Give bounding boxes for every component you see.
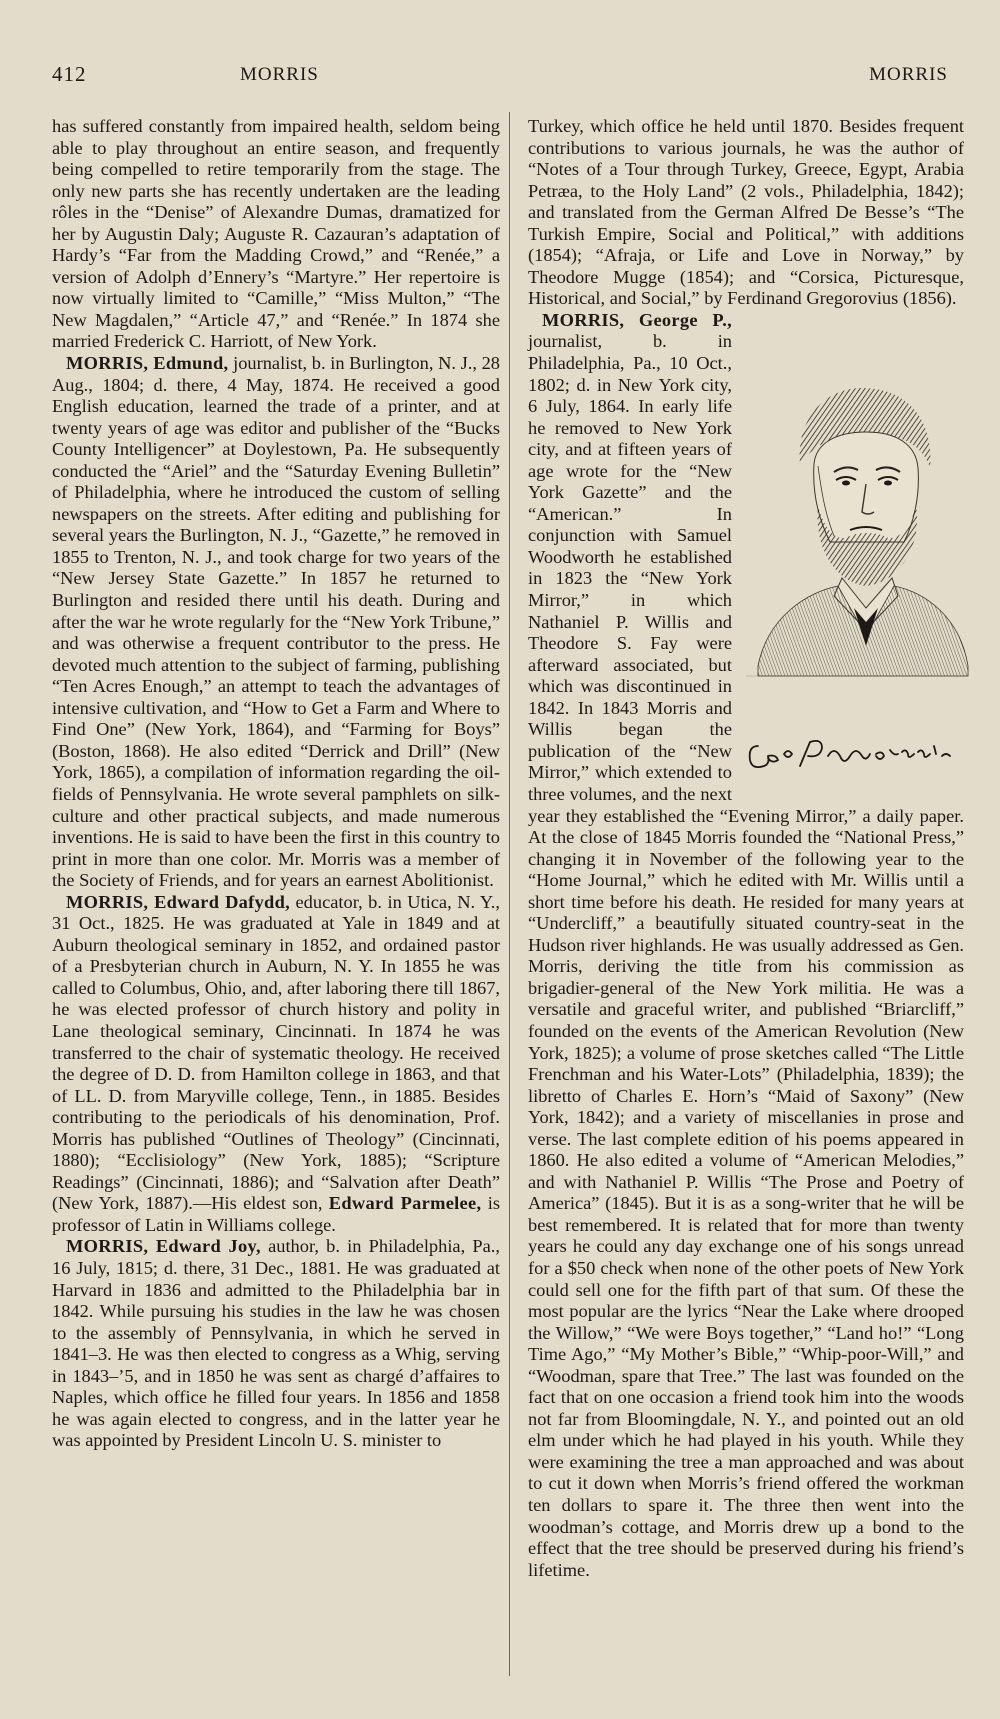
entry-heading: MORRIS, Edward Dafydd, — [66, 891, 291, 912]
entry-text: journalist, b. in Burlington, N. J., 28 Aug., 1804; d. there, 4 May, 1874. He received a good English education, learned the trade of a printer, and at twenty years of age was editor and publisher of the “Bucks County Intelligencer” at Doylestown, Pa. He subsequently conducted the “Ariel” and the “Saturday Evening Bulletin” of Philadelphia, where he introduced the custom of selling newspapers on the streets. After editing and publishing for several years the Burlington, N. J., “Gazette,” he removed in 1855 to Trenton, N. J., and took charge for two years of the “New Jersey State Gazette.” In 1857 he returned to Burlington and resided there until his death. During and after the war he wrote regularly for the “New York Tribune,” and was otherwise a frequent contributor to the press. He devoted much attention to the subject of farming, publishing “Ten Acres Enough,” an attempt to teach the advantages of intensive cultivation, and “How to Get a Farm and Where to Find One” (New York, 1864), and “Farming for Boys” (Boston, 1868). He also edited “Derrick and Drill” (New York, 1865), a compilation of information regarding the oil-fields of Pennsylvania. He wrote several pamphlets on silk-culture and other practical subjects, and made numerous inventions. He is said to have been the first in this country to print in more than one color. Mr. Morris was a member of the Society of Friends, and for years an earnest Abolitionist. — [52, 353, 501, 891]
right-column — [528, 116, 964, 1581]
entry-text: author, b. in Philadelphia, Pa., 16 July, 1815; d. there, 31 Dec., 1881. He was graduated at Harvard in 1836 and admitted to the Philadelphia bar in 1842. While pursuing his studies in the law he was chosen to the assembly of Pennsylvania, in which he served in 1841–3. He was then elected to congress as a Whig, serving in 1843–’5, and in 1850 he was sent as chargé d’affaires to Naples, which office he filled four years. In 1856 and 1858 he was again elected to congress, and in the latter year he was appointed by President Lincoln U. S. minister to — [52, 1236, 500, 1451]
engraved-portrait-icon — [738, 316, 970, 786]
entry-continuation — [528, 116, 964, 310]
entry-text: has suffered constantly from impaired health, seldom being able to play throughout an entire season, and frequently being compelled to retire temporarily from the stage. The only new parts she has recently undertaken are the leading rôles in the “Denise” of Alexandre Dumas, dramatized for her by Augustin Daly; Auguste R. Cazauran’s adaptation of Hardy’s “Far from the Madding Crowd,” and “Renée,” a version of Adolph d’Ennery’s “Martyre.” Her repertoire is now virtually limited to “Camille,” “Miss Multon,” “The New Magdalen,” “Article 47,” and “Renée.” In 1874 she married Frederick C. Harriott, of New York. — [52, 116, 500, 352]
right-running-head: MORRIS — [869, 64, 948, 85]
entry-heading: MORRIS, Edward Joy, — [66, 1236, 261, 1257]
signature-mark — [750, 741, 950, 767]
left-running-head: MORRIS — [240, 64, 319, 85]
entry-continuation — [52, 116, 500, 353]
entry-heading: MORRIS, Edmund, — [66, 353, 229, 374]
entry-text: journalist, b. in Philadelphia, Pa., 10 Oct., 1802; d. in New York city, 6 July, 1864. In early life he removed to New York city, and at fifteen years of age wrote for the “New York Gazette” and the “American.” In conjunction with Samuel Woodworth he established in 1823 the “New York Mirror,” in which Nathaniel P. Willis and Theodore S. Fay were afterward associated, but which was discontinued in 1842. In 1843 Morris and Willis began the publication of the “New Mirror,” which extended to three volumes, and the next year they established the “Evening Mirror,” a daily paper. At the close of 1845 Morris founded the “National Press,” changing it in November of the following year to the “Home Journal,” which he edited with Mr. Willis until a short time before his death. He resided for many years at “Undercliff,” a beautifully situated country-seat in the Hudson river highlands. He was usually addressed as Gen. Morris, deriving the title from his commission as brigadier-general of the New York militia. He was a versatile and graceful writer, and published “Briarcliff,” founded on the events of the American Revolution (New York, 1825); a volume of prose sketches called “The Little Frenchman and his Water-Lots” (Philadelphia, 1839); the libretto of Charles E. Horn’s “Maid of Saxony” (New York, 1842); and a variety of miscellanies in prose and verse. The last complete edition of his poems appeared in 1860. He also edited a volume of “American Melodies,” and with Nathaniel P. Willis “The Prose and Poetry of America” (1845). But it is as a song-writer that he will be best remembered. It is related that for more than twenty years he could any day exchange one of his songs unread for a $50 check when none of the other poets of New York could sell one for the fifth part of that sum. Of these the most popular are the lyrics “Near the Lake where drooped the Willow,” “We were Boys together,” “Land ho!” “Long Time Ago,” “My Mother’s Bible,” “Whip-poor-Will,” and “Woodman, spare that Tree.” The last was founded on the fact that on one occasion a friend took him into the woods not far from Bloomingdale, N. Y., and pointed out an old elm under which he had played in his youth. While they were examining the tree a man approached and was about to cut it down when Morris’s friend offered the workman ten dollars to spare it. The three then went into the woodman’s cottage, and Morris drew up a bond to the effect that the tree should be preserved during his friend’s lifetime. — [528, 331, 964, 1580]
entry-text: educator, b. in Utica, N. Y., 31 Oct., 1825. He was graduated at Yale in 1849 and at Auburn theological seminary in 1852, and ordained pastor of a Presbyterian church in Auburn, N. Y. In 1855 he was called to Columbus, Ohio, and, after laboring there till 1867, he was elected professor of church history and polity in Lane theological seminary, Cincinnati. In 1874 he was transferred to the chair of systematic theology. He received the degree of D. D. from Hamilton college in 1863, and that of LL. D. from Maryville college, Tenn., in 1885. Besides contributing to the periodicals of his denomination, Prof. Morris has published “Outlines of Theology” (Cincinnati, 1880); “Ecclisiology” (New York, 1885); “Scripture Readings” (Cincinnati, 1886); and “Salvation after Death” (New York, 1887).—His eldest son, — [52, 891, 500, 1214]
left-column — [52, 116, 500, 1452]
entry-text-end: is professor of Latin in Williams college. — [52, 1193, 500, 1235]
entry-heading: MORRIS, George P., — [542, 309, 732, 330]
entry-george-p-morris — [528, 310, 964, 1581]
entry-edward-dafydd-morris — [52, 892, 500, 1237]
portrait-figure — [738, 316, 970, 786]
page-header — [52, 62, 948, 92]
entry-text: Turkey, which office he held until 1870. Besides frequent contributions to various journals, he was the author of “Notes of a Tour through Turkey, Greece, Egypt, Arabia Petræa, to the Holy Land” (2 vols., Philadelphia, 1842); and translated from the German Alfred De Besse’s “The Turkish Empire, Social and Political,” with additions (1854); “Afraja, or Life and Love in Norway,” by Theodore Mugge (1854); and “Corsica, Picturesque, Historical, and Social,” by Ferdinand Gregorovius (1856). — [528, 116, 964, 309]
entry-edward-joy-morris — [52, 1236, 500, 1451]
page-number: 412 — [52, 62, 87, 86]
entry-edmund-morris — [52, 353, 500, 892]
entry-subheading: Edward Parmelee, — [328, 1193, 482, 1214]
column-divider — [509, 112, 510, 1676]
